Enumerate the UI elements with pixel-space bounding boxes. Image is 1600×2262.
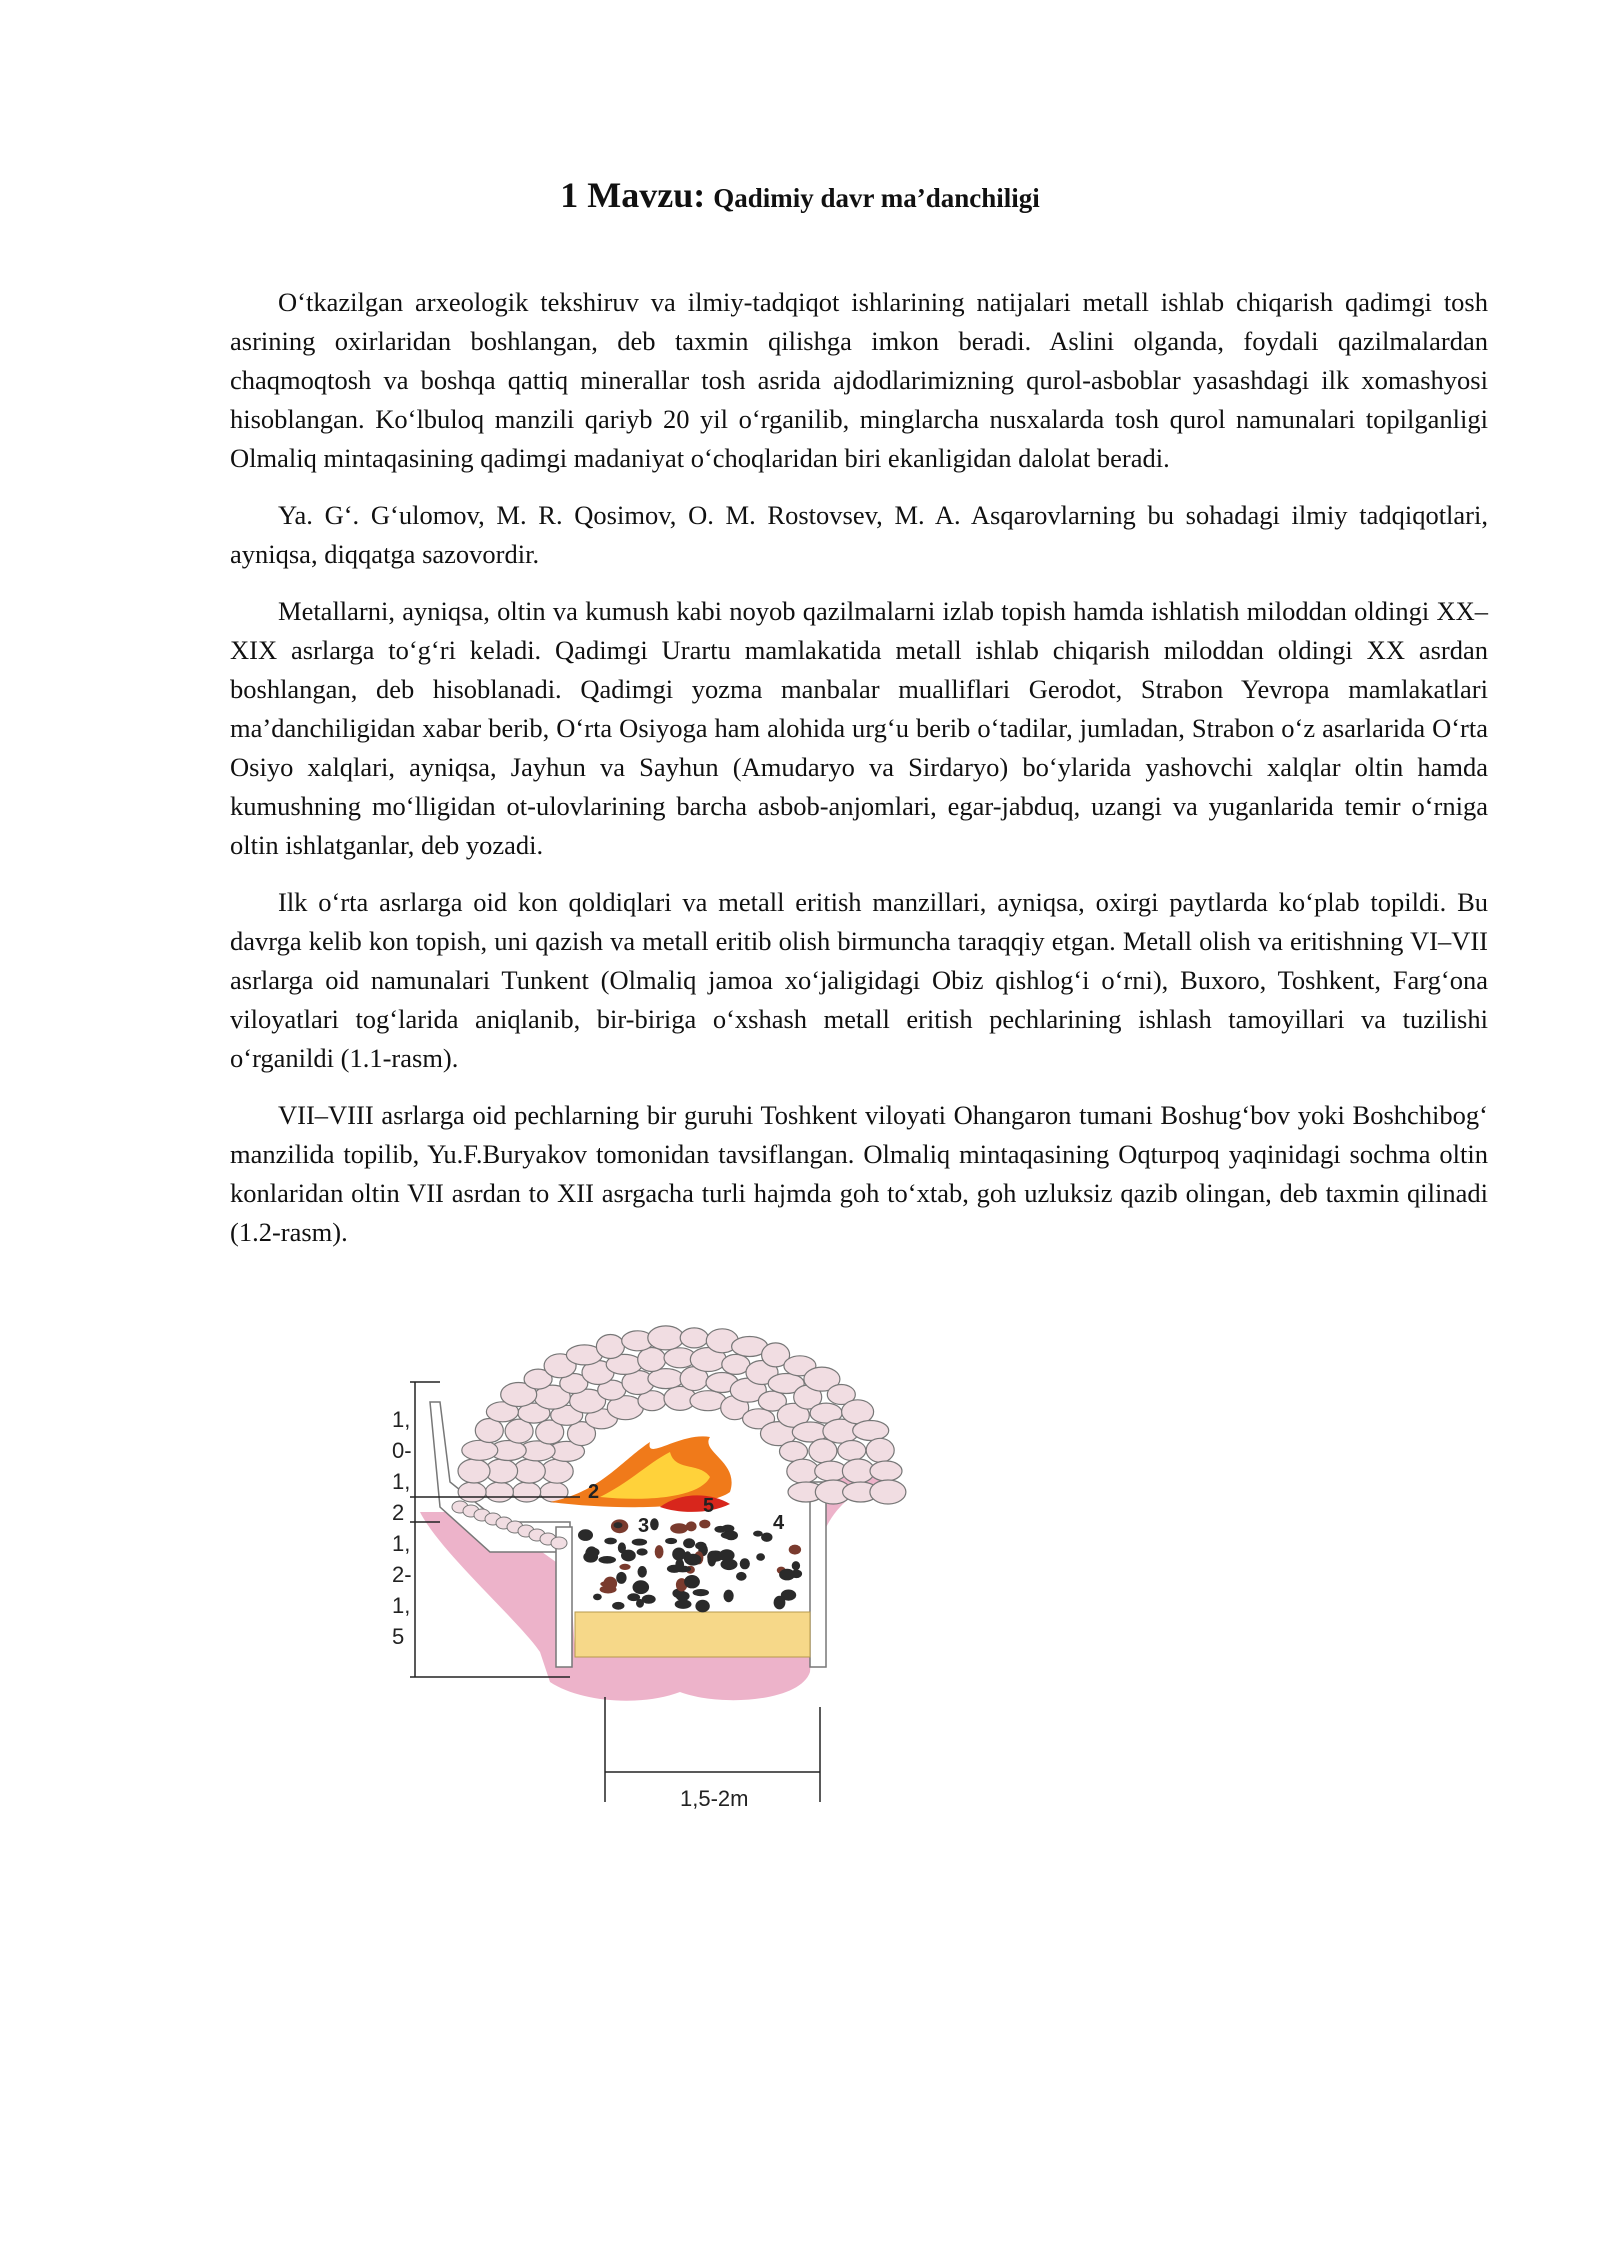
coal-lump	[714, 1526, 726, 1533]
pit-right-wall	[810, 1482, 826, 1667]
paragraph: VII–VIII asrlarga oid pechlarning bir guruhi Toshkent viloyati Ohangaron tumani Boshug‘bov yoki Boshchibog‘ manzilida topilib, Yu.F.Buryakov tomonidan tavsiflangan. Olmaliq mintaqasining Oqturpoq yaqinidagi sochma oltin konlaridan oltin VII asrdan to XII asrgacha turli hajmda goh to‘xtab, goh uzluksiz qazib olingan, deb taxmin qilinadi (1.2-rasm).	[230, 1100, 1488, 1247]
paragraph: Ilk o‘rta asrlarga oid kon qoldiqlari va metall eritish manzillari, ayniqsa, oxirgi paytlarda ko‘plab topildi. Bu davrga kelib kon topish, uni qazish va metall eritib olish birmuncha taraqqiy etgan. Metall olish va eritishning VI–VII asrlarga oid namunalari Tunkent (Olmaliq jamoa xo‘jaligidagi Obiz qishlog‘i o‘rni), Buxoro, Toshkent, Farg‘ona viloyatlari tog‘larida aniqlanib, bir-biriga o‘xshash metall eritish pechlarining ishlash tamoyillari va tuzilishi o‘rganildi (1.1-rasm).	[230, 887, 1488, 1073]
stone	[648, 1326, 684, 1350]
stone	[513, 1482, 541, 1502]
paragraph: O‘tkazilgan arxeologik tekshiruv va ilmiy-tadqiqot ishlarining natijalari metall ishlab chiqarish qadimgi tosh asrining oxirlaridan boshlangan, deb taxmin qilishga imkon beradi. Aslini olganda, foydali qazilmalardan chaqmoqtosh va boshqa qattiq minerallar tosh asrida ajdodlarimizning qurol-asboblar yasashdagi ilk xomashyosi hisoblangan. Ko‘lbuloq manzili qariyb 20 yil o‘rganilib, minglarcha nusxalarda tosh qurol namunalari topilganligi Olmaliq mintaqasining qadimgi madaniyat o‘choqlaridan biri ekanligidan dalolat beradi.	[230, 287, 1488, 473]
stone-arch	[452, 1326, 906, 1549]
coal-lump	[674, 1566, 691, 1573]
coal-lump	[633, 1580, 650, 1594]
body-text	[230, 283, 1488, 1270]
coal-lump	[619, 1564, 630, 1570]
stone	[870, 1461, 902, 1481]
coal-lump	[593, 1594, 602, 1601]
dimension-label: 2	[392, 1500, 405, 1525]
coal-lump	[699, 1520, 710, 1529]
paragraph: Metallarni, ayniqsa, oltin va kumush kabi noyob qazilmalarni izlab topish hamda ishlatish miloddan oldingi XX–XIX asrlarga to‘g‘ri keladi. Qadimgi Urartu mamlakatida metall ishlab chiqarish miloddan oldingi XX asrdan boshlangan, deb hisoblanadi. Qadimgi yozma manbalar mualliflari Gerodot, Strabon Yevropa mamlakatlari ma’danchiligidan xabar berib, O‘rta Osiyoga ham alohida urg‘u berib o‘tadilar, jumladan, Strabon o‘z asarlarida O‘rta Osiyo xalqlari, ayniqsa, Jayhun va Sayhun (Amudaryo va Sirdaryo) bo‘ylarida yashovchi xalqlar oltin hamda kumushning mo‘lligidan ot-ulovlarining barcha asbob-anjomlari, egar-jabduq, uzangi va yuganlarida temir o‘rniga oltin ishlatganlar, deb yozadi.	[230, 596, 1488, 860]
stone	[551, 1537, 567, 1549]
coal-lump	[792, 1561, 800, 1570]
part-number-2: 2	[588, 1481, 600, 1503]
coal-lump	[637, 1548, 648, 1555]
stone	[787, 1459, 819, 1483]
coal-lump	[719, 1549, 735, 1561]
coal-lump	[753, 1531, 763, 1537]
coal-lump	[761, 1533, 772, 1542]
coal-lump	[598, 1556, 616, 1564]
coal-lump	[672, 1548, 685, 1561]
dimension-label: 5	[392, 1624, 405, 1649]
coal-lump	[707, 1553, 716, 1567]
coal-lump	[603, 1577, 617, 1591]
stone	[838, 1441, 866, 1461]
coal-lump	[724, 1590, 734, 1603]
coal-lump	[721, 1531, 736, 1538]
coal-lump	[675, 1600, 692, 1609]
coal-lump	[642, 1595, 656, 1604]
coal-lump	[650, 1518, 659, 1530]
coal-lump	[614, 1522, 623, 1528]
coal-lump	[578, 1529, 593, 1541]
coal-lump	[670, 1523, 688, 1533]
dimension-label: 1,	[392, 1593, 411, 1618]
stone	[870, 1480, 906, 1504]
coal-lump	[638, 1566, 647, 1578]
stone	[462, 1440, 498, 1460]
stone	[809, 1439, 837, 1463]
coal-lump	[791, 1570, 802, 1579]
stone	[458, 1482, 486, 1502]
dimension-label: 1,	[392, 1407, 411, 1432]
stone	[853, 1421, 889, 1441]
paragraph: Ya. G‘. G‘ulomov, M. R. Qosimov, O. M. Rostovsev, M. A. Asqarovlarning bu sohadagi ilmiy tadqiqotlari, ayniqsa, diqqatga sazovordir.	[230, 500, 1488, 569]
coal-lump	[655, 1545, 664, 1558]
coal-lump	[740, 1558, 750, 1569]
part-number-5: 5	[703, 1495, 715, 1517]
sand-layer	[575, 1612, 810, 1657]
coal-lump	[585, 1546, 598, 1560]
stone	[485, 1482, 513, 1502]
coal-lump	[683, 1538, 695, 1548]
coal-lump	[684, 1575, 700, 1588]
coal-lump	[604, 1538, 617, 1545]
coal-lump	[612, 1602, 624, 1610]
coal-lump	[695, 1600, 709, 1613]
dimension-label: 1,	[392, 1531, 411, 1556]
coal-lump	[789, 1545, 801, 1555]
coal-lump	[756, 1553, 765, 1561]
stone	[638, 1348, 666, 1372]
coal-lump	[616, 1572, 626, 1584]
coal-lump	[665, 1538, 677, 1544]
coal-lump	[736, 1572, 747, 1581]
stone	[458, 1459, 490, 1483]
coal-lump	[693, 1589, 709, 1596]
coal-lump	[685, 1554, 702, 1566]
dimension-label: 1,	[392, 1469, 411, 1494]
page-title	[0, 174, 1600, 217]
stone	[680, 1328, 708, 1348]
furnace-figure	[380, 1322, 940, 1812]
part-number-4: 4	[773, 1512, 785, 1534]
stone	[541, 1459, 573, 1483]
dimension-label: 0-	[392, 1438, 412, 1463]
coal-lump	[695, 1542, 706, 1550]
dimension-label: 2-	[392, 1562, 412, 1587]
coal-bed	[578, 1518, 802, 1612]
stone	[780, 1441, 808, 1461]
stone	[866, 1438, 894, 1462]
title-subject: Qadimiy davr ma’danchiligi	[713, 183, 1040, 214]
title-number: 1 Mavzu:	[560, 175, 706, 216]
coal-lump	[618, 1542, 626, 1553]
furnace-illustration	[380, 1322, 940, 1812]
width-label: 1,5-2m	[680, 1786, 749, 1811]
part-number-3: 3	[638, 1515, 650, 1537]
coal-lump	[774, 1596, 786, 1610]
coal-lump	[632, 1539, 647, 1546]
stone	[596, 1335, 624, 1359]
